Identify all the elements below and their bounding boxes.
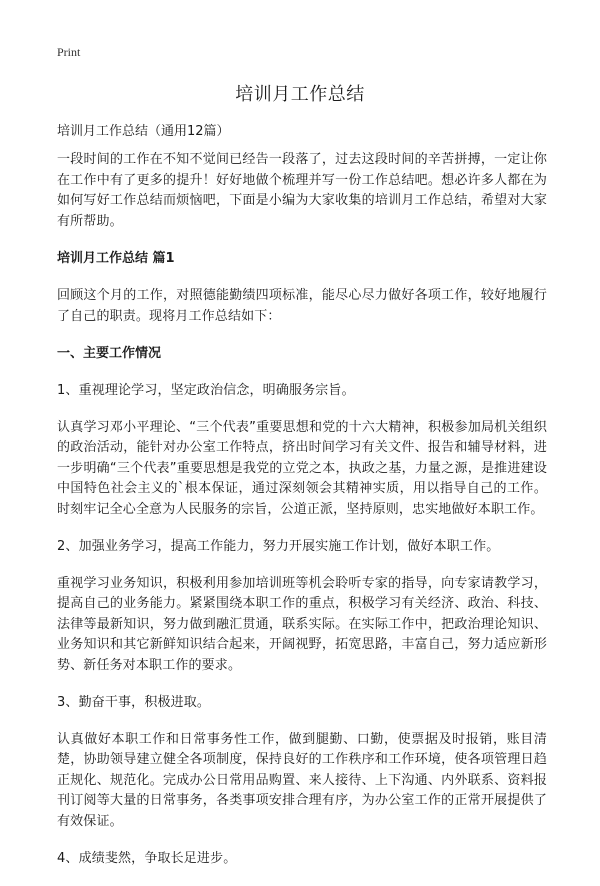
section-heading: 培训月工作总结 篇1 (57, 251, 175, 266)
item3-title: 3、勤奋干事，积极进取。 (57, 695, 211, 710)
item3-body: 认真做好本职工作和日常事务性工作，做到腿勤、口勤，使票据及时报销，账目清楚，协助领导建立健全各项制度，保持良好的工作秩序和工作环境，使各项管理日趋正规化、规范化。完成办公日常用品购置、来人接待、上下沟通、内外联系、资料报刊订阅等大量的日常事务，各类事项安排合理有序，为办公室工作的正常开展提供了有效保证。 (57, 731, 547, 829)
item1-title: 1、重视理论学习，坚定政治信念，明确服务宗旨。 (57, 383, 355, 398)
intro-paragraph: 一段时间的工作在不知不觉间已经告一段落了，过去这段时间的辛苦拼搏，一定让你在工作中有了更多的提升！好好地做个梳理并写一份工作总结吧。想必许多人都在为如何写好工作总结而烦恼吧，下面是小编为大家收集的培训月工作总结，希望对大家有所帮助。 (57, 152, 547, 229)
page-title: 培训月工作总结 (235, 84, 365, 105)
item2-body: 重视学习业务知识，积极利用参加培训班等机会聆听专家的指导，向专家请教学习，提高自己的业务能力。紧紧围绕本职工作的重点，积极学习有关经济、政治、科技、法律等最新知识，努力做到融汇贯通，联系实际。在实际工作中，把政治理论知识、业务知识和其它新鲜知识结合起来，开阔视野，拓宽思路，丰富自己，努力适应新形势、新任务对本职工作的要求。 (57, 575, 547, 673)
document-subtitle: 培训月工作总结（通用12篇） (57, 124, 230, 139)
part-heading: 一、主要工作情况 (57, 346, 162, 361)
review-paragraph: 回顾这个月的工作，对照德能勤绩四项标准，能尽心尽力做好各项工作，较好地履行了自己的职责。现将月工作总结如下： (57, 288, 547, 324)
item2-title: 2、加强业务学习，提高工作能力，努力开展实施工作计划，做好本职工作。 (57, 539, 500, 554)
document-body (57, 150, 547, 886)
print-label[interactable]: Print (57, 45, 81, 59)
item4-title: 4、成绩斐然，争取长足进步。 (57, 851, 237, 866)
item1-body: 认真学习邓小平理论、“三个代表”重要思想和党的十六大精神，积极参加局机关组织的政治活动，能针对办公室工作特点，挤出时间学习有关文件、报告和辅导材料，进一步明确“三个代表”重要思想是我党的立党之本，执政之基，力量之源，是推进建设中国特色社会主义的`根本保证，通过深刻领会其精神实质，用以指导自己的工作。时刻牢记全心全意为人民服务的宗旨，公道正派，坚持原则，忠实地做好本职工作。 (57, 419, 547, 517)
